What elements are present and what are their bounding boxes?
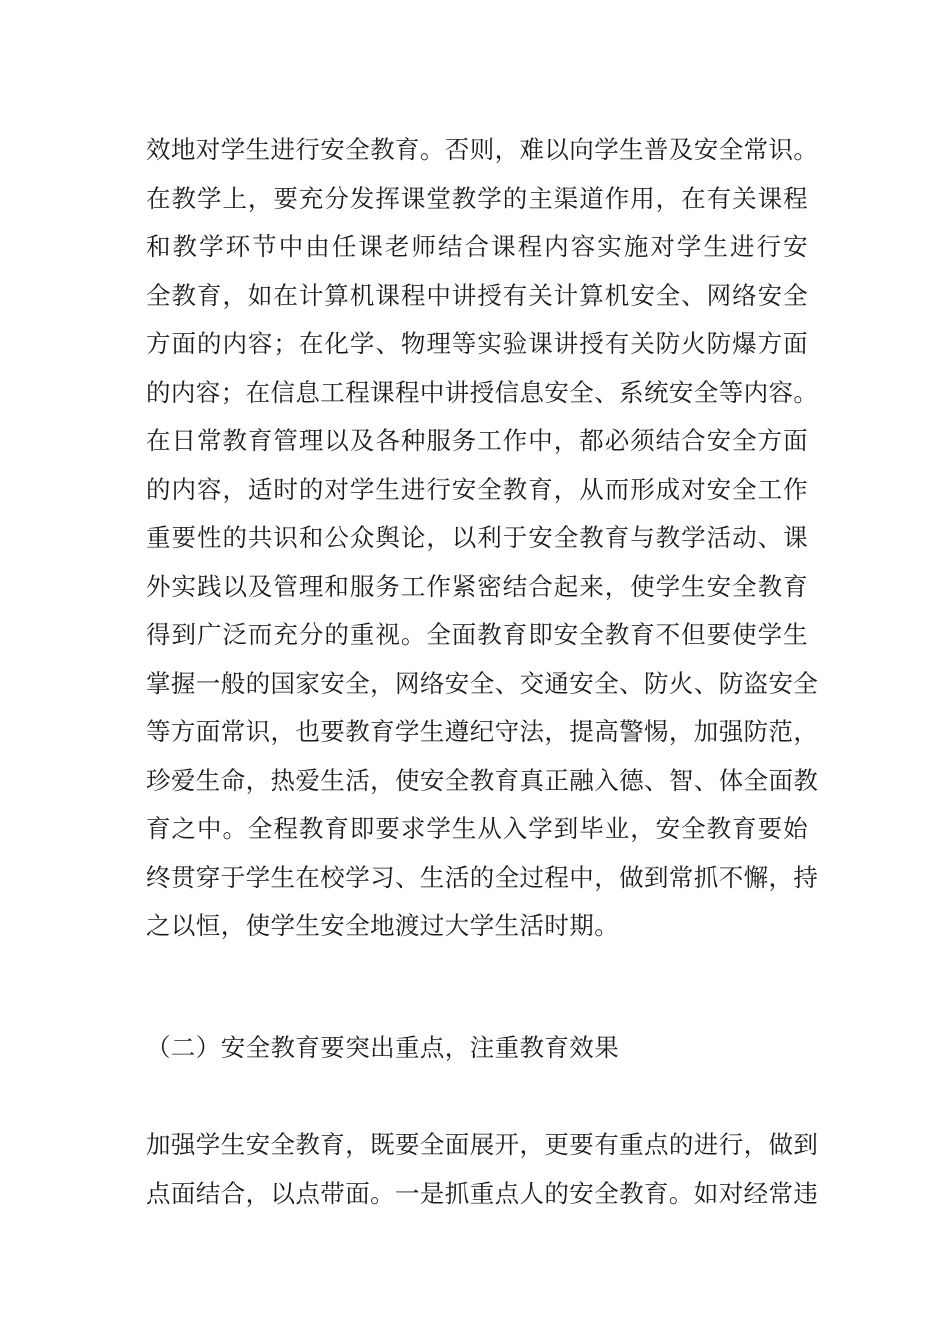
paragraph-line: 之以恒，使学生安全地渡过大学生活时期。 [146, 911, 620, 940]
paragraph-line: 的内容，适时的对学生进行安全教育，从而形成对安全工作 [146, 474, 808, 504]
paragraph-line: 在教学上，要充分发挥课堂教学的主渠道作用，在有关课程 [146, 183, 808, 213]
section-heading-text: （二）安全教育要突出重点，注重教育效果 [146, 1033, 620, 1062]
paragraph-line: 效地对学生进行安全教育。否则，难以向学生普及安全常识。 [146, 135, 819, 164]
paragraph-line: 和教学环节中由任课老师结合课程内容实施对学生进行安 [146, 232, 808, 261]
paragraph-line: 珍爱生命，热爱生活，使安全教育真正融入德、智、体全面教 [146, 765, 819, 795]
body-paragraph-2 [146, 1121, 819, 1218]
paragraph-line: 的内容；在信息工程课程中讲授信息安全、系统安全等内容。 [146, 377, 819, 407]
paragraph-line: 在日常教育管理以及各种服务工作中，都必须结合安全方面 [146, 426, 808, 455]
paragraph-line: 终贯穿于学生在校学习、生活的全过程中，做到常抓不懈，持 [146, 862, 819, 892]
paragraph-line: 外实践以及管理和服务工作紧密结合起来，使学生安全教育 [146, 571, 808, 601]
section-heading [146, 1024, 808, 1073]
paragraph-line: 育之中。全程教育即要求学生从入学到毕业，安全教育要始 [146, 814, 808, 843]
paragraph-line: 方面的内容；在化学、物理等实验课讲授有关防火防爆方面 [146, 329, 808, 358]
paragraph-line: 重要性的共识和公众舆论，以利于安全教育与教学活动、课 [146, 523, 808, 552]
paragraph-line: 掌握一般的国家安全，网络安全、交通安全、防火、防盗安全 [146, 668, 819, 698]
paragraph-line: 全教育，如在计算机课程中讲授有关计算机安全、网络安全 [146, 280, 808, 310]
paragraph-line: 得到广泛而充分的重视。全面教育即安全教育不但要使学生 [146, 620, 808, 649]
paragraph-line: 等方面常识，也要教育学生遵纪守法，提高警惕，加强防范， [146, 717, 819, 746]
paragraph-line: 加强学生安全教育，既要全面展开，更要有重点的进行，做到 [146, 1130, 819, 1159]
body-paragraph-1 [146, 126, 819, 951]
paragraph-line: 点面结合，以点带面。一是抓重点人的安全教育。如对经常违 [146, 1178, 819, 1208]
